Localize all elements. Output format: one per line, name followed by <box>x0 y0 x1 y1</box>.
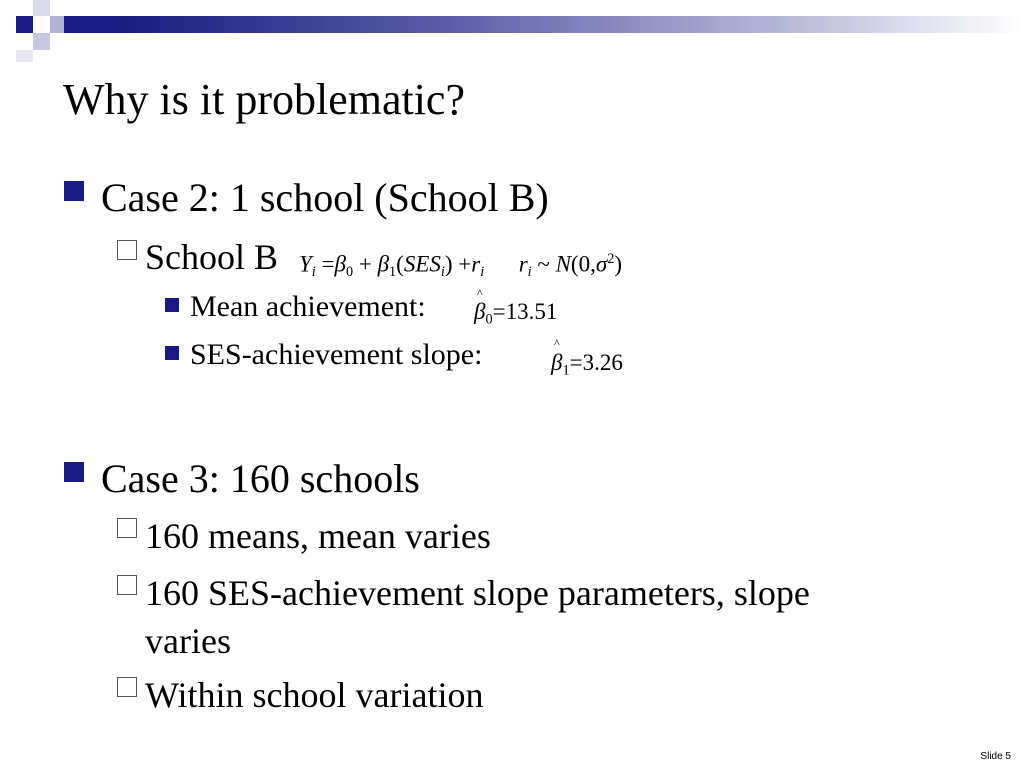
hat-accent: ^ <box>477 286 483 300</box>
square-bullet-icon <box>165 346 179 360</box>
bullet-160-slopes-continued: varies <box>145 621 231 661</box>
bullet-school-b: School B <box>145 237 279 277</box>
beta0-equation: $\beta_0=13.51$ <box>474 299 558 328</box>
bullet-ses-slope: SES-achievement slope: <box>190 338 483 371</box>
slide-number: Slide 5 <box>980 751 1011 762</box>
decor-square <box>50 16 64 33</box>
bullet-within-school: Within school variation <box>145 675 484 715</box>
decor-square <box>33 33 50 50</box>
square-bullet-icon <box>64 181 84 201</box>
square-bullet-icon <box>64 462 84 482</box>
page-title: Why is it problematic? <box>63 75 465 124</box>
beta1-equation: $\beta_1=3.26$ <box>551 350 623 379</box>
hollow-square-bullet-icon <box>117 518 137 538</box>
model-equation: $Y_i =\beta_0 + \beta_1(SES_i) +r_i$ $r_i$ ~ $N(0,\sigma^2)$ <box>299 251 622 280</box>
bullet-mean-achievement: Mean achievement: <box>190 290 426 323</box>
bullet-case-3: Case 3: 160 schools <box>101 456 420 501</box>
header-gradient-bar <box>64 16 1024 33</box>
decor-square <box>16 16 33 33</box>
decor-square <box>16 50 33 62</box>
hollow-square-bullet-icon <box>117 575 137 595</box>
hat-accent: ^ <box>554 336 560 350</box>
square-bullet-icon <box>165 298 179 312</box>
bullet-case-2: Case 2: 1 school (School B) <box>101 175 549 220</box>
hollow-square-bullet-icon <box>117 677 137 697</box>
decor-square <box>33 0 50 16</box>
bullet-160-slopes: 160 SES-achievement slope parameters, slope <box>145 573 810 613</box>
bullet-160-means: 160 means, mean varies <box>145 516 491 556</box>
hollow-square-bullet-icon <box>117 240 137 260</box>
